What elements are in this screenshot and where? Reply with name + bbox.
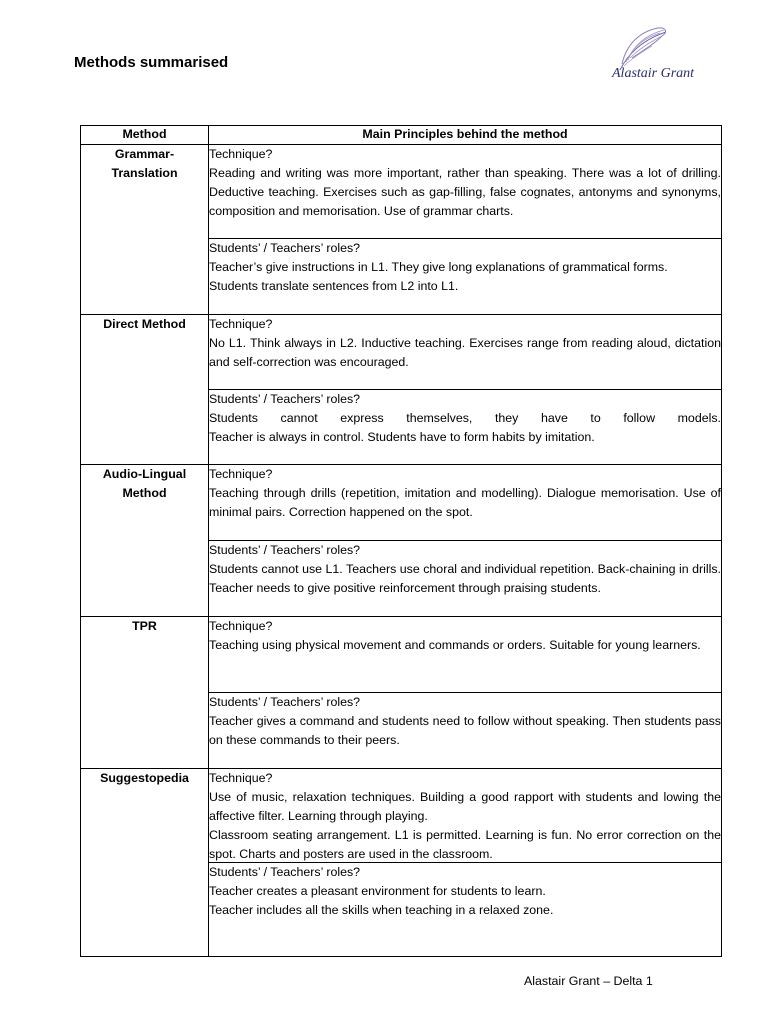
technique-text: No L1. Think always in L2. Inductive teaching. Exercises range from reading aloud, dictation and self-correction was encouraged. — [209, 335, 721, 369]
roles-label: Students’ / Teachers’ roles? — [209, 695, 361, 709]
column-header-principles: Main Principles behind the method — [209, 126, 722, 145]
technique-text: Reading and writing was more important, rather than speaking. There was a lot of drilling. Deductive teaching. Exercises such as gap-filling, false cognates, antonyms and synonyms, composition and memorisation. Use of grammar charts. — [209, 165, 721, 218]
technique-cell — [209, 465, 722, 541]
method-name: Grammar-Translation — [81, 145, 209, 315]
roles-line: Teacher includes all the skills when teaching in a relaxed zone. — [209, 902, 554, 917]
technique-label: Technique? — [209, 771, 273, 785]
technique-line: Use of music, relaxation techniques. Building a good rapport with students and lowing the affective filter. Learning through playing. — [209, 789, 721, 823]
technique-cell — [209, 315, 722, 390]
roles-label: Students’ / Teachers’ roles? — [209, 241, 361, 255]
roles-line: Students cannot express themselves, they have to follow models. — [209, 410, 721, 425]
roles-line: Teacher is always in control. Students have to form habits by imitation. — [209, 429, 595, 444]
technique-cell — [209, 617, 722, 693]
table-header-row — [81, 126, 722, 145]
technique-cell — [209, 145, 722, 239]
page-footer: Alastair Grant – Delta 1 — [524, 974, 653, 988]
table-row — [81, 465, 722, 541]
roles-label: Students’ / Teachers’ roles? — [209, 865, 361, 879]
roles-label: Students’ / Teachers’ roles? — [209, 543, 361, 557]
method-name: TPR — [81, 617, 209, 769]
method-name: Audio-Lingual Method — [81, 465, 209, 617]
roles-cell — [209, 239, 722, 315]
method-name: Suggestopedia — [81, 769, 209, 957]
technique-label: Technique? — [209, 147, 273, 161]
technique-cell — [209, 769, 722, 863]
roles-cell — [209, 390, 722, 465]
technique-text: Teaching using physical movement and commands or orders. Suitable for young learners. — [209, 637, 701, 652]
roles-cell — [209, 693, 722, 769]
roles-label: Students’ / Teachers’ roles? — [209, 392, 361, 406]
methods-table — [80, 125, 722, 957]
logo — [608, 24, 718, 88]
technique-text: Teaching through drills (repetition, imitation and modelling). Dialogue memorisation. Use of minimal pairs. Correction happened on the spot. — [209, 485, 721, 519]
table-row — [81, 145, 722, 239]
technique-label: Technique? — [209, 619, 273, 633]
roles-line: Teacher’s give instructions in L1. They give long explanations of grammatical forms. — [209, 259, 668, 274]
technique-line: Classroom seating arrangement. L1 is permitted. Learning is fun. No error correction on the spot. Charts and posters are used in the classroom. — [209, 827, 721, 861]
roles-line: Students translate sentences from L2 into L1. — [209, 278, 459, 293]
roles-cell — [209, 541, 722, 617]
table-row — [81, 315, 722, 390]
column-header-method: Method — [81, 126, 209, 145]
table-row — [81, 769, 722, 863]
technique-label: Technique? — [209, 317, 273, 331]
roles-line: Teacher creates a pleasant environment for students to learn. — [209, 883, 546, 898]
roles-cell — [209, 863, 722, 957]
technique-label: Technique? — [209, 467, 273, 481]
method-name: Direct Method — [81, 315, 209, 465]
page-title: Methods summarised — [74, 54, 229, 71]
table-row — [81, 617, 722, 693]
roles-line: Students cannot use L1. Teachers use choral and individual repetition. Back-chaining in drills. Teacher needs to give positive reinforcement through praising students. — [209, 561, 721, 595]
logo-text: Alastair Grant — [612, 66, 695, 81]
roles-line: Teacher gives a command and students need to follow without speaking. Then students pass on these commands to their peers. — [209, 713, 721, 747]
